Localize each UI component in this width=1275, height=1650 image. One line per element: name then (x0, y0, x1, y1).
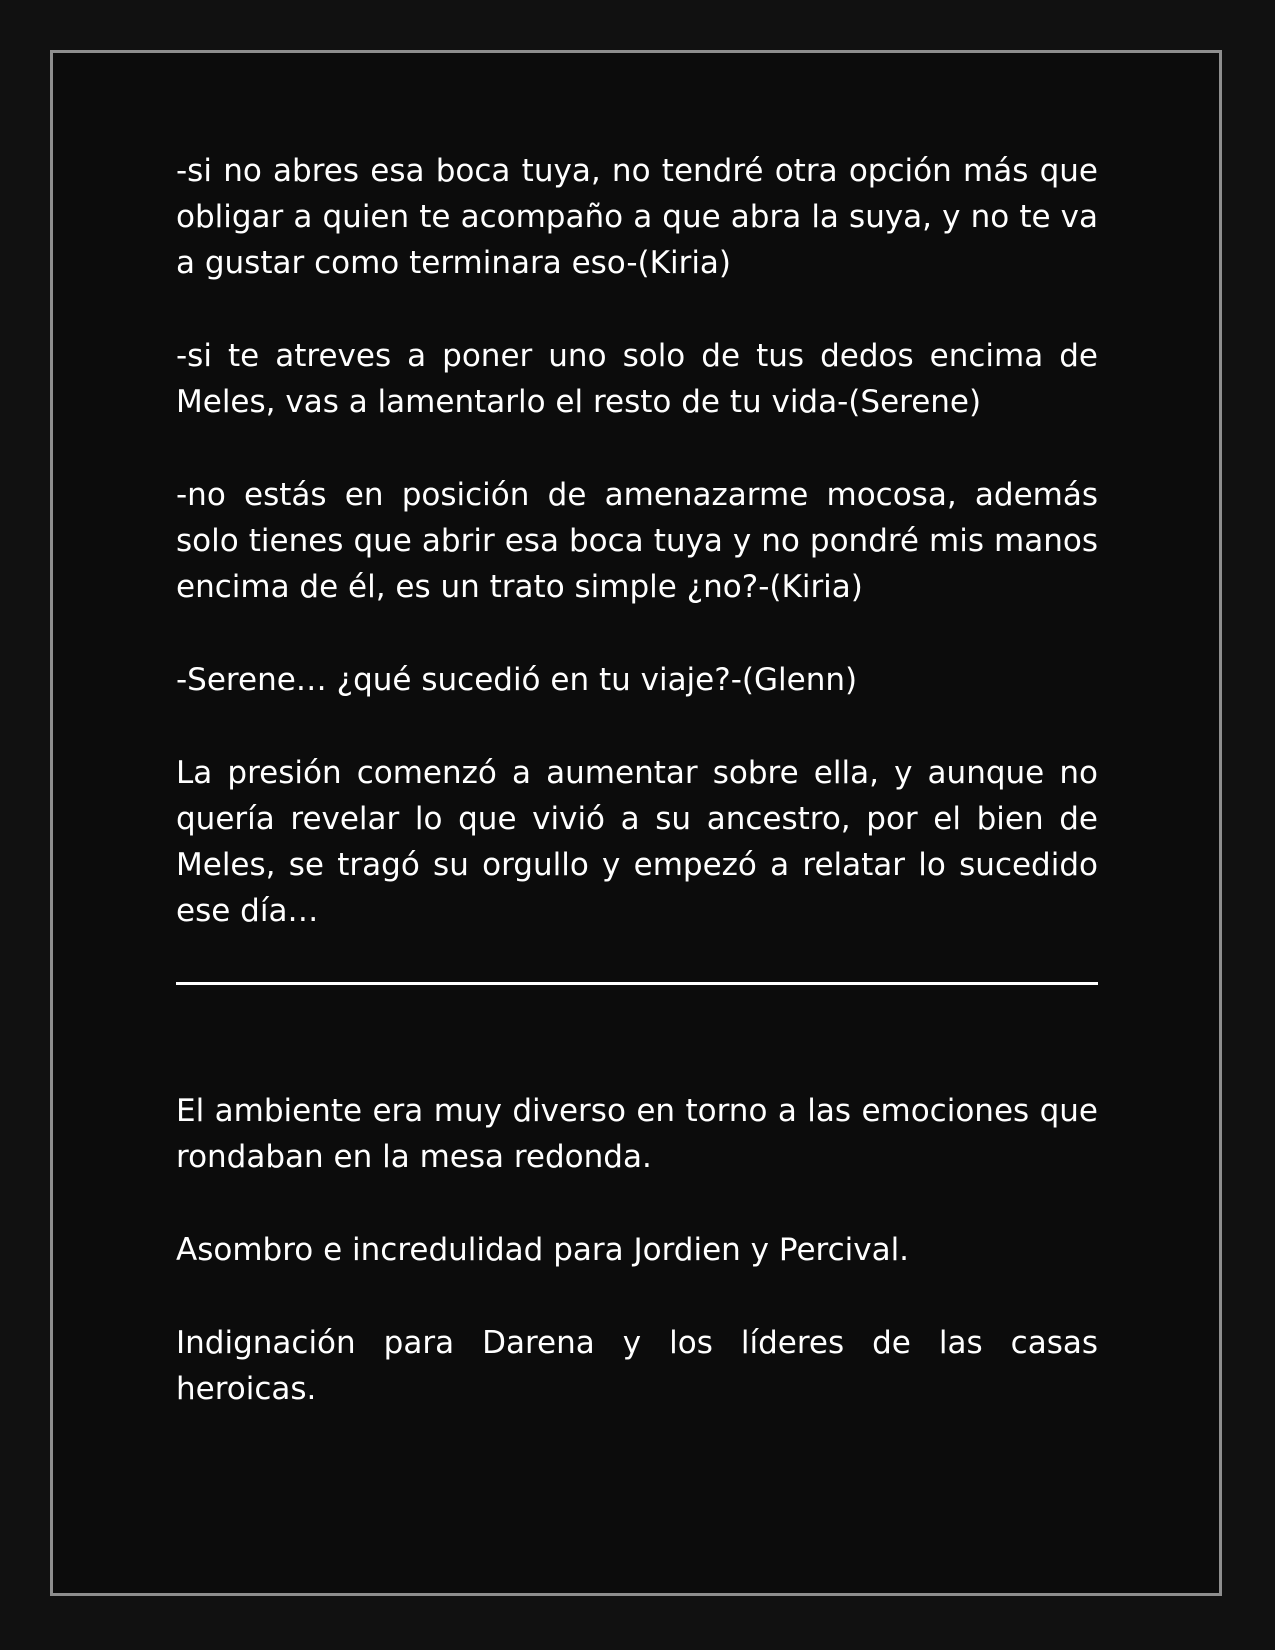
paragraph-astonishment: Asombro e incredulidad para Jordien y Percival. (176, 1232, 910, 1268)
paragraph-kiria-threat: -si no abres esa boca tuya, no tendré otra opción más que obligar a quien te acompaño a que abra la suya, y no te va a gustar como terminara eso-(Kiria) (176, 153, 1098, 281)
paragraph-glenn-question: -Serene… ¿qué sucedió en tu viaje?-(Glenn) (176, 662, 858, 698)
paragraph-ambience: El ambiente era muy diverso en torno a las emociones que rondaban en la mesa redonda. (176, 1093, 1098, 1175)
paragraph-serene-warning: -si te atreves a poner uno solo de tus dedos encima de Meles, vas a lamentarlo el resto de tu vida-(Serene) (176, 338, 1098, 420)
section-two (176, 1088, 1098, 1412)
paragraph-kiria-deal: -no estás en posición de amenazarme mocosa, además solo tienes que abrir esa boca tuya y no pondré mis manos encima de él, es un trato simple ¿no?-(Kiria) (176, 477, 1098, 605)
document-body (176, 148, 1098, 1459)
section-one (176, 148, 1098, 934)
paragraph-narration: La presión comenzó a aumentar sobre ella, y aunque no quería revelar lo que vivió a su ancestro, por el bien de Meles, se tragó su orgullo y empezó a relatar lo sucedido ese día… (176, 755, 1098, 929)
paragraph-indignation: Indignación para Darena y los líderes de las casas heroicas. (176, 1325, 1098, 1407)
section-divider (176, 982, 1098, 985)
